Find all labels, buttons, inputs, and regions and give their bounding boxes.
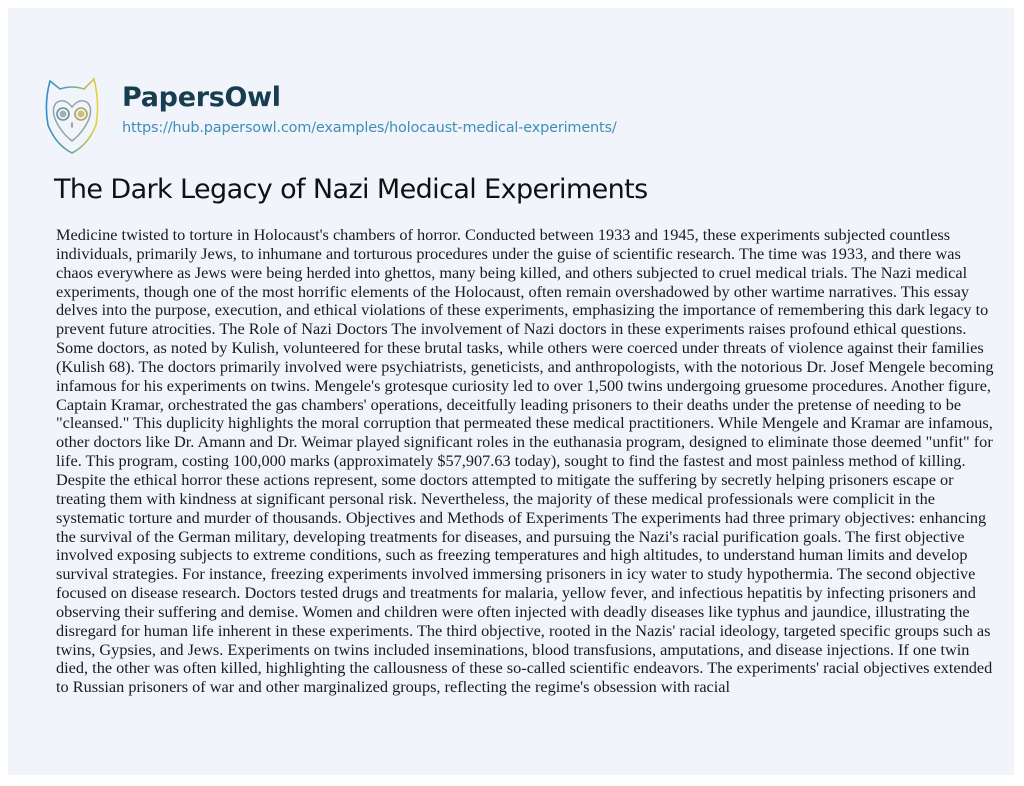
body-line: Captain Kramar, orchestrated the gas chambers' operations, deceitfully leading prisoners to their deaths under the pretense of needing to be bbox=[56, 394, 962, 414]
document-body bbox=[56, 225, 994, 697]
body-line: experiments, though one of the most horrific elements of the Holocaust, often remain overshadowed by other wartime narratives. This essay bbox=[56, 281, 969, 301]
body-line: to Russian prisoners of war and other marginalized groups, reflecting the regime's obsession with racial bbox=[56, 677, 731, 697]
body-line: other doctors like Dr. Amann and Dr. Weimar played significant roles in the euthanasia program, designed to eliminate those deemed "unfit" for bbox=[56, 432, 993, 452]
body-line: Despite the ethical horror these actions represent, some doctors attempted to mitigate the suffering by secretly helping prisoners escape or bbox=[56, 469, 954, 489]
brand-block bbox=[122, 82, 617, 136]
body-line: chaos everywhere as Jews were being herded into ghettos, many being killed, and others subjected to cruel medical trials. The Nazi medical bbox=[56, 262, 968, 282]
body-line: prevent future atrocities. The Role of Nazi Doctors The involvement of Nazi doctors in these experiments raises profound ethical questions. bbox=[56, 319, 967, 339]
source-url-link[interactable]: https://hub.papersowl.com/examples/holocaust-medical-experiments/ bbox=[122, 120, 617, 136]
body-line: twins, Gypsies, and Jews. Experiments on twins included inseminations, blood transfusions, amputations, and disease injections. If one twin bbox=[56, 639, 970, 659]
body-line: Some doctors, as noted by Kulish, volunteered for these brutal tasks, while others were coerced under threats of violence against their families bbox=[56, 338, 984, 358]
body-line: individuals, primarily Jews, to inhumane and torturous procedures under the guise of scientific research. The time was 1933, and there was bbox=[56, 243, 961, 263]
body-line: life. This program, costing 100,000 marks (approximately $57,907.63 today), sought to find the fastest and most painless method of killing. bbox=[56, 451, 966, 471]
body-line: disregard for human life inherent in these experiments. The third objective, rooted in the Nazis' racial ideology, targeted specific groups such as bbox=[56, 620, 991, 640]
body-line: infamous for his experiments on twins. Mengele's grotesque curiosity led to over 1,500 twins undergoing gruesome procedures. Another figure, bbox=[56, 375, 991, 395]
body-line: the survival of the German military, developing treatments for diseases, and pursuing the Nazi's racial purification goals. The first objective bbox=[56, 526, 965, 546]
body-line: (Kulish 68). The doctors primarily involved were psychiatrists, geneticists, and anthropologists, with the notorious Dr. Josef Mengele becoming bbox=[56, 356, 994, 376]
brand-name[interactable]: PapersOwl bbox=[122, 82, 281, 113]
document-title: The Dark Legacy of Nazi Medical Experiments bbox=[54, 174, 648, 205]
body-line: systematic torture and murder of thousands. Objectives and Methods of Experiments The experiments had three primary objectives: enhancing bbox=[56, 507, 987, 527]
body-line: involved exposing subjects to extreme conditions, such as freezing temperatures and high altitudes, to understand human limits and develop bbox=[56, 545, 968, 565]
body-line: Medicine twisted to torture in Holocaust's chambers of horror. Conducted between 1933 and 1945, these experiments subjected countless bbox=[56, 225, 951, 244]
body-line: delves into the purpose, execution, and ethical violations of these experiments, emphasizing the importance of remembering this dark legacy to bbox=[56, 300, 989, 320]
document-card bbox=[8, 8, 1014, 775]
body-line: treating them with kindness at significant personal risk. Nevertheless, the majority of these medical professionals were complicit in the bbox=[56, 488, 935, 508]
body-line: focused on disease research. Doctors tested drugs and treatments for malaria, yellow fever, and infectious hepatitis by infecting prisoners and bbox=[56, 583, 976, 603]
body-line: survival strategies. For instance, freezing experiments involved immersing prisoners in icy water to study hypothermia. The second objective bbox=[56, 564, 976, 584]
body-line: "cleansed." This duplicity highlights the moral corruption that permeated these medical practitioners. While Mengele and Kramar are infamous, bbox=[56, 413, 993, 433]
site-header bbox=[44, 70, 617, 155]
owl-logo-icon bbox=[44, 73, 100, 155]
body-line: died, the other was often killed, highlighting the callousness of these so-called scientific endeavors. The experiments' racial objectives extended bbox=[56, 658, 993, 678]
body-line: observing their suffering and demise. Women and children were often injected with deadly diseases like typhus and jaundice, illustrating the bbox=[56, 601, 970, 621]
